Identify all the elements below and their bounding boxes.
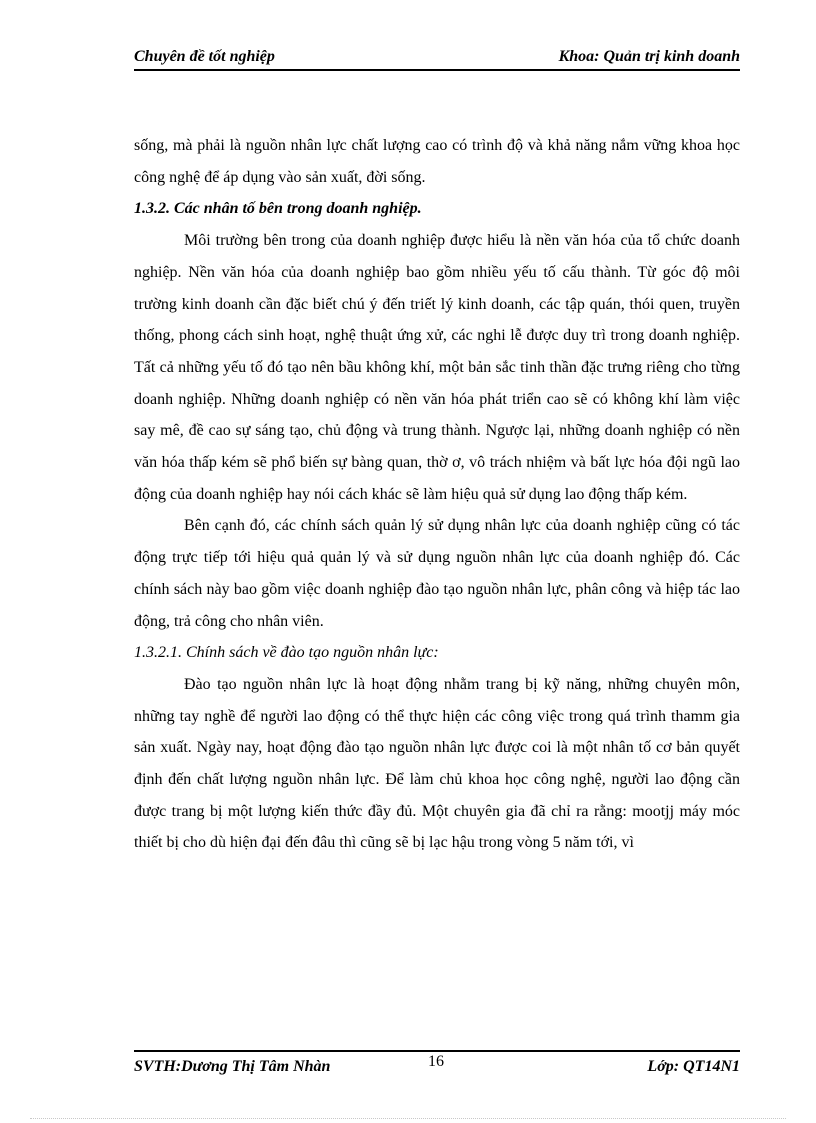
paragraph: Bên cạnh đó, các chính sách quản lý sử dụng nhân lực của doanh nghiệp cũng có tác động trực tiếp tới hiệu quả quản lý và sử dụng nguồn nhân lực của doanh nghiệp đó. Các chính sách này bao gồm việc doanh nghiệp đào tạo nguồn nhân lực, phân công và hiệp tác lao động, trả công cho nhân viên. <box>134 517 740 630</box>
header-left-title: Chuyên đề tốt nghiệp <box>134 48 275 65</box>
paragraph: Môi trường bên trong của doanh nghiệp được hiểu là nền văn hóa của tổ chức doanh nghiệp. Nền văn hóa của doanh nghiệp bao gồm nhiều yếu tố cấu thành. Từ góc độ môi trường kinh doanh cần đặc biết chú ý đến triết lý kinh doanh, các tập quán, thói quen, truyền thống, phong cách sinh hoạt, nghệ thuật ứng xử, các nghi lễ được duy trì trong doanh nghiệp. Tất cả những yếu tố đó tạo nên bầu không khí, một bản sắc tinh thần đặc trưng riêng cho từng doanh nghiệp. Những doanh nghiệp có nền văn hóa phát triển cao sẽ có không khí làm việc say mê, đề cao sự sáng tạo, chủ động và trung thành. Ngược lại, những doanh nghiệp có nền văn hóa thấp kém sẽ phổ biến sự bàng quan, thờ ơ, vô trách nhiệm và bất lực hóa đội ngũ lao động của doanh nghiệp hay nói cách khác sẽ làm hiệu quả sử dụng lao động thấp kém. <box>134 232 740 503</box>
document-body <box>134 130 740 859</box>
paragraph-continued: sống, mà phải là nguồn nhân lực chất lượng cao có trình độ và khả năng nắm vững khoa học công nghệ để áp dụng vào sản xuất, đời sống. <box>134 137 740 186</box>
section-heading: 1.3.2. Các nhân tố bên trong doanh nghiệp. <box>134 200 422 218</box>
header-right-title: Khoa: Quản trị kinh doanh <box>558 48 740 65</box>
page-number: 16 <box>428 1053 444 1070</box>
footer-class: Lớp: QT14N1 <box>647 1058 740 1075</box>
header-rule <box>134 69 740 71</box>
footer-author: SVTH:Dương Thị Tâm Nhàn <box>134 1058 331 1075</box>
page-footer <box>134 1050 740 1080</box>
subsection-heading: 1.3.2.1. Chính sách về đào tạo nguồn nhân lực: <box>134 644 439 662</box>
page-header <box>134 48 740 72</box>
footer-rule <box>134 1050 740 1052</box>
page-edge-divider <box>30 1118 786 1119</box>
paragraph: Đào tạo nguồn nhân lực là hoạt động nhằm trang bị kỹ năng, những chuyên môn, những tay nghề để người lao động có thể thực hiện các công việc trong quá trình thamm gia sản xuất. Ngày nay, hoạt động đào tạo nguồn nhân lực được coi là một nhân tố cơ bản quyết định đến chất lượng nguồn nhân lực. Để làm chủ khoa học công nghệ, người lao động cần được trang bị một lượng kiến thức đầy đủ. Một chuyên gia đã chỉ ra rằng: mootjj máy móc thiết bị cho dù hiện đại đến đâu thì cũng sẽ bị lạc hậu trong vòng 5 năm tới, vì <box>134 675 740 852</box>
